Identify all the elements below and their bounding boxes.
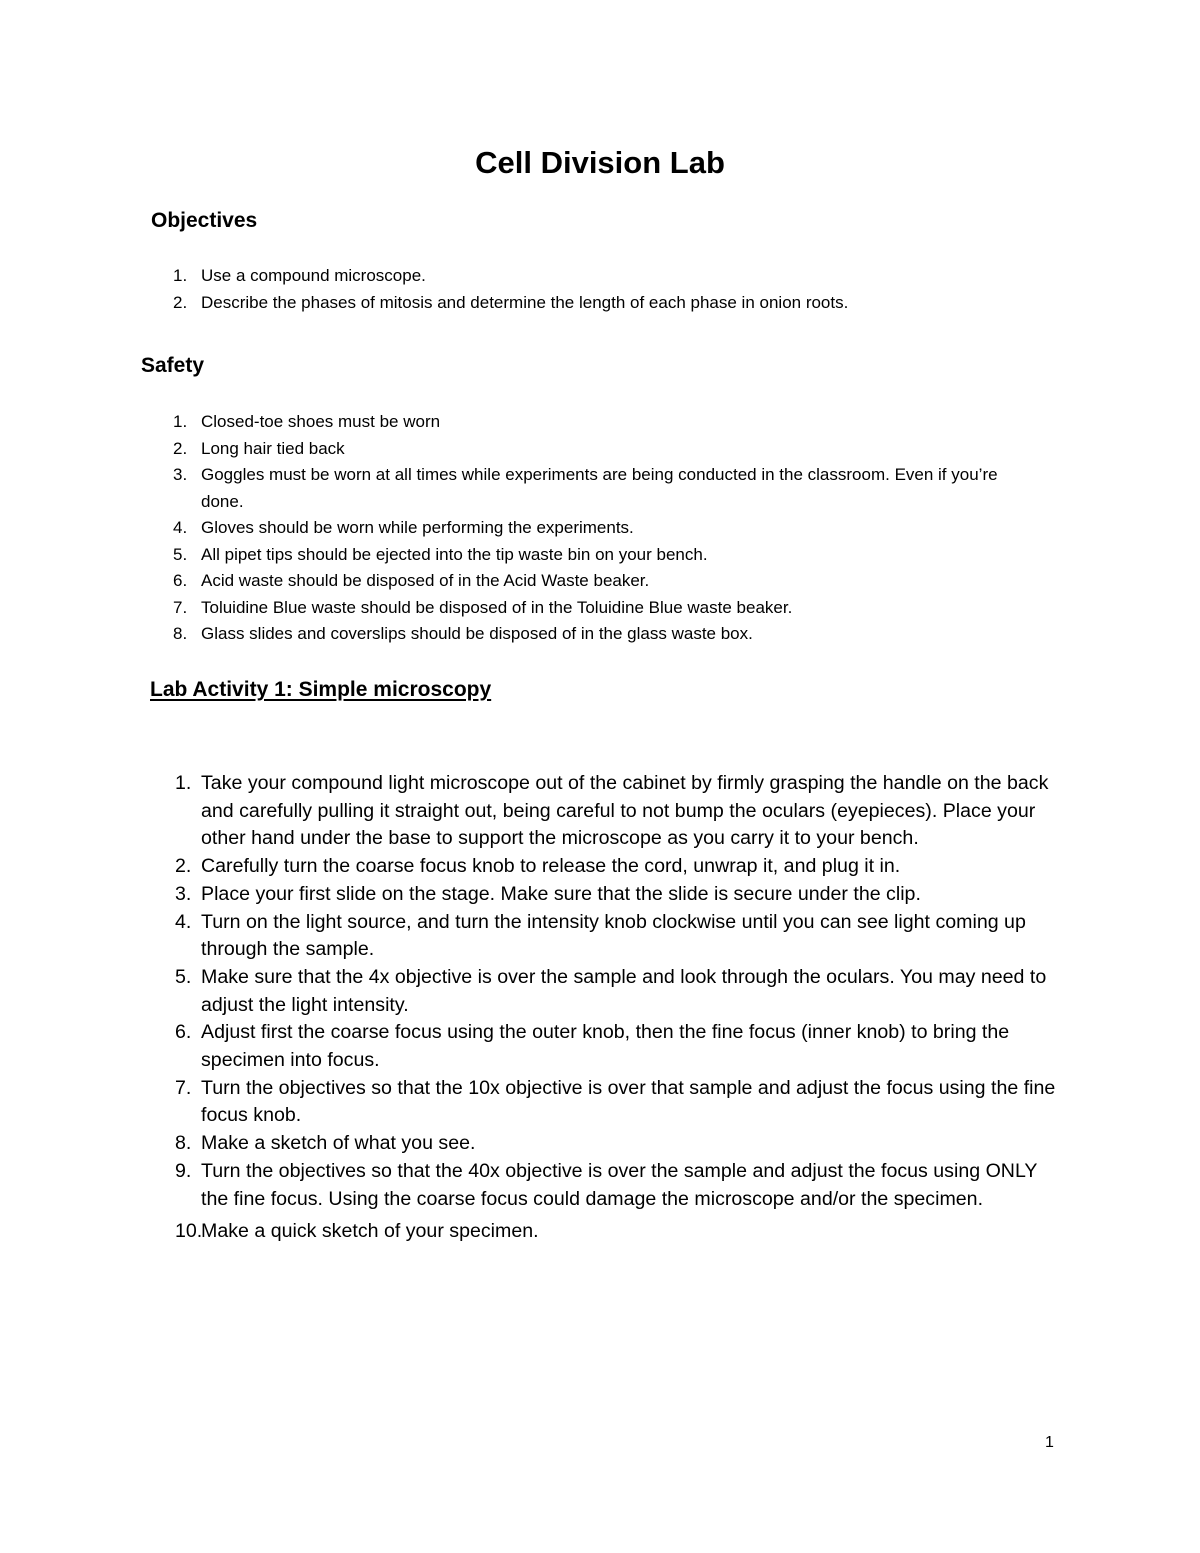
step-item (139, 1130, 1059, 1158)
list-item (139, 263, 1039, 290)
list-number: 5. (173, 544, 188, 564)
step-item (139, 853, 1059, 881)
list-number: 1. (173, 412, 188, 431)
step-text: Turn the objectives so that the 10x objective is over that sample and adjust the focus using the fine focus knob. (201, 1076, 1056, 1127)
activity-steps-list (139, 770, 1059, 1246)
list-text: Use a compound microscope. (201, 266, 426, 285)
step-number: 3. (175, 882, 192, 905)
step-text: Adjust first the coarse focus using the outer knob, then the fine focus (inner knob) to bring the specimen into focus. (201, 1021, 1010, 1072)
list-text: Long hair tied back (201, 438, 345, 458)
step-number: 8. (175, 1132, 192, 1155)
list-text: Goggles must be worn at all times while experiments are being conducted in the classroom. Even if you’re done. (201, 465, 998, 511)
step-text: Make sure that the 4x objective is over the sample and look through the oculars. You may need to adjust the light intensity. (201, 965, 1047, 1016)
list-number: 1. (173, 266, 188, 285)
step-item (139, 964, 1059, 1019)
list-number: 7. (173, 597, 188, 617)
step-item (139, 770, 1059, 853)
step-item (139, 881, 1059, 909)
safety-heading: Safety (141, 354, 205, 377)
step-text: Place your first slide on the stage. Make sure that the slide is secure under the clip. (201, 882, 921, 905)
step-number: 7. (175, 1076, 192, 1099)
list-item (139, 409, 1039, 436)
page-title: Cell Division Lab (475, 145, 725, 180)
list-number: 8. (173, 624, 188, 643)
step-number: 4. (175, 910, 192, 933)
step-text: Carefully turn the coarse focus knob to release the cord, unwrap it, and plug it in. (201, 855, 901, 878)
step-number: 1. (175, 772, 192, 794)
list-text: All pipet tips should be ejected into the tip waste bin on your bench. (201, 544, 708, 564)
list-number: 2. (173, 292, 188, 312)
list-number: 2. (173, 438, 188, 458)
step-item (139, 1158, 1059, 1213)
step-number: 5. (175, 965, 192, 988)
step-item (139, 1019, 1059, 1074)
list-text: Closed-toe shoes must be worn (201, 412, 441, 431)
step-text: Turn the objectives so that the 40x objective is over the sample and adjust the focus using ONLY the fine focus. Using the coarse focus could damage the microscope and/or the specimen. (201, 1159, 1038, 1210)
list-item (139, 462, 1039, 515)
list-text: Glass slides and coverslips should be disposed of in the glass waste box. (201, 624, 753, 643)
list-item (139, 621, 1039, 648)
list-text: Gloves should be worn while performing the experiments. (201, 518, 634, 537)
objectives-heading: Objectives (151, 209, 258, 232)
list-text: Describe the phases of mitosis and determine the length of each phase in onion roots. (201, 292, 849, 312)
list-number: 3. (173, 465, 188, 484)
step-item (139, 909, 1059, 964)
page-number: 1 (1045, 1434, 1054, 1451)
list-text: Toluidine Blue waste should be disposed of in the Toluidine Blue waste beaker. (201, 597, 793, 617)
step-text: Make a sketch of what you see. (201, 1132, 476, 1155)
list-item (139, 595, 1039, 622)
list-item (139, 515, 1039, 542)
step-text: Turn on the light source, and turn the intensity knob clockwise until you can see light coming up through the sample. (201, 910, 1026, 961)
step-number: 9. (175, 1159, 192, 1182)
step-number: 6. (175, 1021, 192, 1044)
list-item (139, 542, 1039, 569)
step-item (139, 1218, 1059, 1246)
step-text: Make a quick sketch of your specimen. (201, 1220, 539, 1243)
safety-list (139, 409, 1039, 648)
list-number: 4. (173, 518, 188, 537)
list-text: Acid waste should be disposed of in the Acid Waste beaker. (201, 571, 650, 590)
objectives-list (139, 263, 1039, 316)
step-text: Take your compound light microscope out of the cabinet by firmly grasping the handle on the back and carefully pulling it straight out, being careful to not bump the oculars (eyepieces). Place your other hand under the base to support the microscope as you carry it to your bench. (201, 772, 1049, 850)
step-item (139, 1075, 1059, 1130)
step-number: 10. (175, 1220, 203, 1243)
step-number: 2. (175, 855, 192, 878)
list-item (139, 290, 1039, 317)
list-item (139, 568, 1039, 595)
activity-heading: Lab Activity 1: Simple microscopy (150, 678, 492, 701)
list-item (139, 436, 1039, 463)
list-number: 6. (173, 571, 188, 590)
